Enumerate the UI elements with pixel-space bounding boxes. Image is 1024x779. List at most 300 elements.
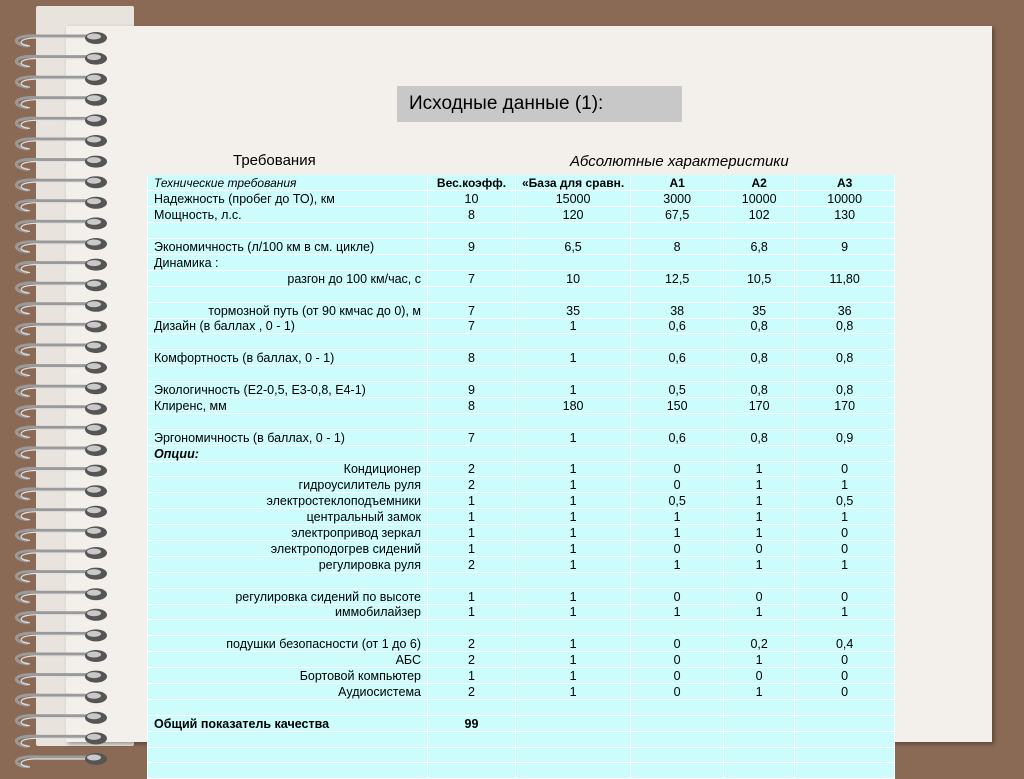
table-cell: 7 [428, 429, 516, 445]
table-cell: 102 [724, 207, 795, 223]
spiral-ring [16, 732, 107, 746]
spiral-ring [16, 671, 107, 685]
table-row [148, 556, 895, 572]
spiral-ring [16, 629, 107, 643]
table-cell [724, 223, 795, 239]
table-cell: 1 [724, 509, 795, 525]
table-cell: 0 [631, 652, 724, 668]
table-cell [516, 254, 631, 270]
table-cell [724, 731, 795, 747]
row-label: Надежность (пробег до ТО), км [148, 191, 428, 207]
table-cell: 0,6 [631, 318, 724, 334]
table-cell: 10 [428, 191, 516, 207]
table-cell: 0,8 [795, 318, 895, 334]
table-cell [631, 747, 724, 763]
table-row [148, 715, 895, 731]
table-cell: 0,8 [795, 382, 895, 398]
table-cell [516, 763, 631, 779]
spiral-ring [16, 156, 107, 170]
spiral-ring [16, 588, 107, 602]
table-cell: 9 [428, 382, 516, 398]
row-label: Комфортность (в баллах, 0 - 1) [148, 350, 428, 366]
table-cell [631, 334, 724, 350]
table-cell: 0,8 [795, 350, 895, 366]
spiral-ring [16, 547, 107, 561]
table-cell: 1 [724, 461, 795, 477]
table-cell [428, 699, 516, 715]
column-header: «База для сравн. [516, 175, 631, 191]
table-cell: 15000 [516, 191, 631, 207]
row-label: Мощность, л.с. [148, 207, 428, 223]
row-label [148, 731, 428, 747]
spiral-ring [16, 197, 107, 211]
table-cell: 1 [795, 556, 895, 572]
table-cell [631, 223, 724, 239]
table-cell [795, 366, 895, 382]
table-cell [724, 445, 795, 461]
table-cell [795, 715, 895, 731]
table-cell: 1 [516, 636, 631, 652]
table-cell: 0,8 [724, 318, 795, 334]
table-cell: 1 [516, 668, 631, 684]
spiral-ring [16, 135, 107, 149]
spiral-ring [16, 176, 107, 190]
table-cell: 1 [428, 509, 516, 525]
table-cell [724, 699, 795, 715]
table-cell [631, 572, 724, 588]
table-cell: 1 [428, 604, 516, 620]
table-cell: 0 [631, 684, 724, 700]
table-cell: 1 [516, 318, 631, 334]
table-cell: 99 [428, 715, 516, 731]
table-row [148, 620, 895, 636]
table-cell: 1 [724, 556, 795, 572]
table-cell: 0 [795, 588, 895, 604]
spiral-ring [16, 32, 107, 46]
table-cell: 1 [516, 493, 631, 509]
table-cell [516, 366, 631, 382]
table-cell: 2 [428, 461, 516, 477]
table-cell [724, 763, 795, 779]
spiral-ring [16, 568, 107, 582]
table-cell: 0 [724, 588, 795, 604]
table-cell: 9 [428, 239, 516, 255]
table-cell [631, 366, 724, 382]
table-cell [795, 572, 895, 588]
table-cell: 1 [631, 525, 724, 541]
table-cell: 0 [631, 540, 724, 556]
table-row [148, 763, 895, 779]
spiral-ring [16, 341, 107, 355]
table-cell: 1 [428, 540, 516, 556]
table-row [148, 429, 895, 445]
row-label: электростеклоподъемники [148, 493, 428, 509]
row-label: центральный замок [148, 509, 428, 525]
table-cell [795, 334, 895, 350]
row-label: Клиренс, мм [148, 397, 428, 413]
table-cell [631, 445, 724, 461]
table-cell [795, 254, 895, 270]
table-cell [428, 731, 516, 747]
row-label: Опции: [148, 445, 428, 461]
row-label: Аудиосистема [148, 684, 428, 700]
row-label: Общий показатель качества [148, 715, 428, 731]
table-row [148, 270, 895, 286]
table-cell [516, 572, 631, 588]
spiral-ring [16, 259, 107, 273]
table-cell [724, 715, 795, 731]
table-cell: 7 [428, 302, 516, 318]
row-label [148, 572, 428, 588]
row-label [148, 763, 428, 779]
table-cell: 0 [795, 540, 895, 556]
table-cell: 1 [724, 493, 795, 509]
table-cell: 1 [516, 382, 631, 398]
table-cell [631, 699, 724, 715]
table-cell [795, 699, 895, 715]
table-cell [428, 223, 516, 239]
table-row [148, 731, 895, 747]
column-header: А2 [724, 175, 795, 191]
table-row [148, 397, 895, 413]
table-row [148, 493, 895, 509]
row-label [148, 286, 428, 302]
spiral-ring [16, 423, 107, 437]
table-cell [631, 254, 724, 270]
spiral-ring [16, 362, 107, 376]
spiral-ring [16, 94, 107, 108]
table-cell [516, 699, 631, 715]
table-cell: 0,8 [724, 429, 795, 445]
table-cell: 0 [631, 461, 724, 477]
table-cell: 1 [516, 461, 631, 477]
table-row [148, 286, 895, 302]
table-cell: 6,8 [724, 239, 795, 255]
table-row [148, 223, 895, 239]
table-cell: 1 [724, 652, 795, 668]
table-cell [724, 254, 795, 270]
table-row [148, 652, 895, 668]
table-cell: 0,5 [631, 382, 724, 398]
table-cell: 36 [795, 302, 895, 318]
table-cell [631, 620, 724, 636]
table-cell: 1 [631, 604, 724, 620]
table-cell [516, 747, 631, 763]
table-row [148, 318, 895, 334]
table-cell [516, 223, 631, 239]
table-cell: 11,80 [795, 270, 895, 286]
table-cell [795, 620, 895, 636]
table-cell: 10 [516, 270, 631, 286]
table-cell: 1 [516, 477, 631, 493]
row-label: электропривод зеркал [148, 525, 428, 541]
table-cell: 150 [631, 397, 724, 413]
requirements-header: Требования [233, 152, 316, 169]
table-cell: 1 [428, 525, 516, 541]
table-cell: 0,5 [631, 493, 724, 509]
row-label: гидроусилитель руля [148, 477, 428, 493]
table-cell: 1 [516, 604, 631, 620]
table-cell [795, 413, 895, 429]
spiral-ring [16, 691, 107, 705]
column-header: А3 [795, 175, 895, 191]
spiral-ring [16, 609, 107, 623]
row-label [148, 620, 428, 636]
table-cell: 1 [516, 556, 631, 572]
row-label: подушки безопасности (от 1 до 6) [148, 636, 428, 652]
table-cell: 6,5 [516, 239, 631, 255]
table-cell: 1 [516, 684, 631, 700]
table-row [148, 207, 895, 223]
row-label: АБС [148, 652, 428, 668]
spiral-ring [16, 279, 107, 293]
table-row [148, 334, 895, 350]
table-cell [724, 572, 795, 588]
data-table [147, 175, 895, 779]
row-label [148, 223, 428, 239]
row-label: разгон до 100 км/час, с [148, 270, 428, 286]
table-cell: 1 [631, 509, 724, 525]
table-cell: 0 [795, 525, 895, 541]
spiral-ring [16, 238, 107, 252]
spiral-ring [16, 300, 107, 314]
table-row [148, 604, 895, 620]
table-cell [724, 366, 795, 382]
table-cell: 0,2 [724, 636, 795, 652]
table-cell: 0 [724, 540, 795, 556]
spiral-ring [16, 382, 107, 396]
table-cell: 10000 [795, 191, 895, 207]
table-cell: 0 [631, 588, 724, 604]
spiral-ring [16, 506, 107, 520]
table-cell: 8 [428, 397, 516, 413]
row-label: Эргономичность (в баллах, 0 - 1) [148, 429, 428, 445]
table-cell: 0,8 [724, 382, 795, 398]
table-row [148, 191, 895, 207]
table-row [148, 254, 895, 270]
table-cell: 1 [795, 509, 895, 525]
table-cell [516, 715, 631, 731]
spiral-ring [16, 753, 107, 767]
table-cell: 1 [724, 604, 795, 620]
table-row [148, 684, 895, 700]
table-cell [428, 763, 516, 779]
table-cell: 0,6 [631, 429, 724, 445]
spiral-ring [16, 444, 107, 458]
row-label: Кондиционер [148, 461, 428, 477]
table-cell: 1 [516, 429, 631, 445]
table-cell: 1 [795, 604, 895, 620]
spiral-ring [16, 53, 107, 67]
table-cell: 1 [724, 477, 795, 493]
table-cell [631, 413, 724, 429]
row-label: Экологичность (Е2-0,5, Е3-0,8, Е4-1) [148, 382, 428, 398]
table-cell: 1 [516, 350, 631, 366]
table-row [148, 461, 895, 477]
row-label: Динамика : [148, 254, 428, 270]
table-cell: 10,5 [724, 270, 795, 286]
table-cell [631, 763, 724, 779]
table-cell: 9 [795, 239, 895, 255]
table-cell [724, 334, 795, 350]
spiral-ring [16, 73, 107, 87]
column-header: А1 [631, 175, 724, 191]
row-label: Дизайн (в баллах , 0 - 1) [148, 318, 428, 334]
table-row [148, 525, 895, 541]
table-header-row [148, 175, 895, 191]
table-cell [428, 413, 516, 429]
table-cell: 1 [516, 525, 631, 541]
spiral-binding [0, 0, 120, 768]
row-label: регулировка сидений по высоте [148, 588, 428, 604]
table-row [148, 588, 895, 604]
table-cell [428, 445, 516, 461]
row-label: иммобилайзер [148, 604, 428, 620]
table-cell: 0 [724, 668, 795, 684]
row-label [148, 747, 428, 763]
spiral-ring [16, 403, 107, 417]
table-cell: 1 [795, 477, 895, 493]
spiral-ring [16, 217, 107, 231]
table-cell: 0,4 [795, 636, 895, 652]
table-cell: 0 [795, 684, 895, 700]
table-cell: 0 [795, 668, 895, 684]
table-cell: 8 [428, 350, 516, 366]
spiral-ring [16, 320, 107, 334]
table-cell: 0 [631, 636, 724, 652]
table-cell [631, 715, 724, 731]
table-cell [516, 445, 631, 461]
table-cell: 38 [631, 302, 724, 318]
table-row [148, 477, 895, 493]
table-cell [428, 572, 516, 588]
table-cell [428, 334, 516, 350]
table-cell: 180 [516, 397, 631, 413]
table-cell: 120 [516, 207, 631, 223]
table-cell: 2 [428, 636, 516, 652]
slide-title [397, 86, 682, 122]
table-cell: 0 [795, 461, 895, 477]
table-cell: 1 [516, 509, 631, 525]
table-cell [724, 747, 795, 763]
table-cell [428, 747, 516, 763]
table-cell [428, 366, 516, 382]
table-cell [516, 620, 631, 636]
table-cell: 12,5 [631, 270, 724, 286]
row-label: электроподогрев сидений [148, 540, 428, 556]
column-header: Вес.коэфф. [428, 175, 516, 191]
table-cell [795, 763, 895, 779]
table-cell [795, 223, 895, 239]
table-cell: 2 [428, 684, 516, 700]
table-cell: 130 [795, 207, 895, 223]
table-row [148, 350, 895, 366]
spiral-ring [16, 526, 107, 540]
table-cell: 1 [516, 652, 631, 668]
table-row [148, 668, 895, 684]
table-row [148, 747, 895, 763]
table-row [148, 540, 895, 556]
table-cell: 35 [724, 302, 795, 318]
column-header: Технические требования [148, 175, 428, 191]
table-cell [795, 731, 895, 747]
row-label: регулировка руля [148, 556, 428, 572]
table-cell: 8 [428, 207, 516, 223]
table-cell: 7 [428, 318, 516, 334]
table-cell: 0,6 [631, 350, 724, 366]
table-cell: 67,5 [631, 207, 724, 223]
slide-title-text: Исходные данные (1): [409, 93, 604, 114]
table-cell: 0 [795, 652, 895, 668]
table-row [148, 302, 895, 318]
table-cell [516, 731, 631, 747]
table-cell: 1 [724, 684, 795, 700]
table-cell: 35 [516, 302, 631, 318]
table-cell: 8 [631, 239, 724, 255]
table-row [148, 572, 895, 588]
table-cell [724, 620, 795, 636]
table-cell: 0,9 [795, 429, 895, 445]
table-cell [516, 286, 631, 302]
table-cell [724, 286, 795, 302]
table-cell: 10000 [724, 191, 795, 207]
table-cell: 7 [428, 270, 516, 286]
table-row [148, 509, 895, 525]
table-cell: 1 [428, 668, 516, 684]
table-cell: 0 [631, 668, 724, 684]
table-cell: 1 [516, 540, 631, 556]
table-cell: 2 [428, 477, 516, 493]
table-cell: 0,8 [724, 350, 795, 366]
spiral-ring [16, 114, 107, 128]
table-row [148, 366, 895, 382]
row-label: Экономичность (л/100 км в см. цикле) [148, 239, 428, 255]
table-cell [428, 254, 516, 270]
spiral-ring [16, 485, 107, 499]
row-label [148, 366, 428, 382]
table-cell [795, 747, 895, 763]
row-label [148, 334, 428, 350]
table-cell: 1 [428, 588, 516, 604]
table-cell [795, 445, 895, 461]
row-label: тормозной путь (от 90 кмчас до 0), м [148, 302, 428, 318]
spiral-ring [16, 465, 107, 479]
table-row [148, 382, 895, 398]
table-cell [795, 286, 895, 302]
table-row [148, 699, 895, 715]
table-cell: 1 [516, 588, 631, 604]
row-label: Бортовой компьютер [148, 668, 428, 684]
table-cell [724, 413, 795, 429]
table-cell: 2 [428, 652, 516, 668]
row-label [148, 699, 428, 715]
table-cell [428, 620, 516, 636]
table-cell: 0,5 [795, 493, 895, 509]
table-cell [516, 413, 631, 429]
table-row [148, 445, 895, 461]
table-cell: 2 [428, 556, 516, 572]
spiral-ring [16, 712, 107, 726]
table-cell [631, 286, 724, 302]
row-label [148, 413, 428, 429]
spiral-ring [16, 650, 107, 664]
table-cell: 3000 [631, 191, 724, 207]
table-cell: 1 [724, 525, 795, 541]
table-row [148, 636, 895, 652]
table-row [148, 239, 895, 255]
table-cell: 170 [724, 397, 795, 413]
table-cell: 170 [795, 397, 895, 413]
